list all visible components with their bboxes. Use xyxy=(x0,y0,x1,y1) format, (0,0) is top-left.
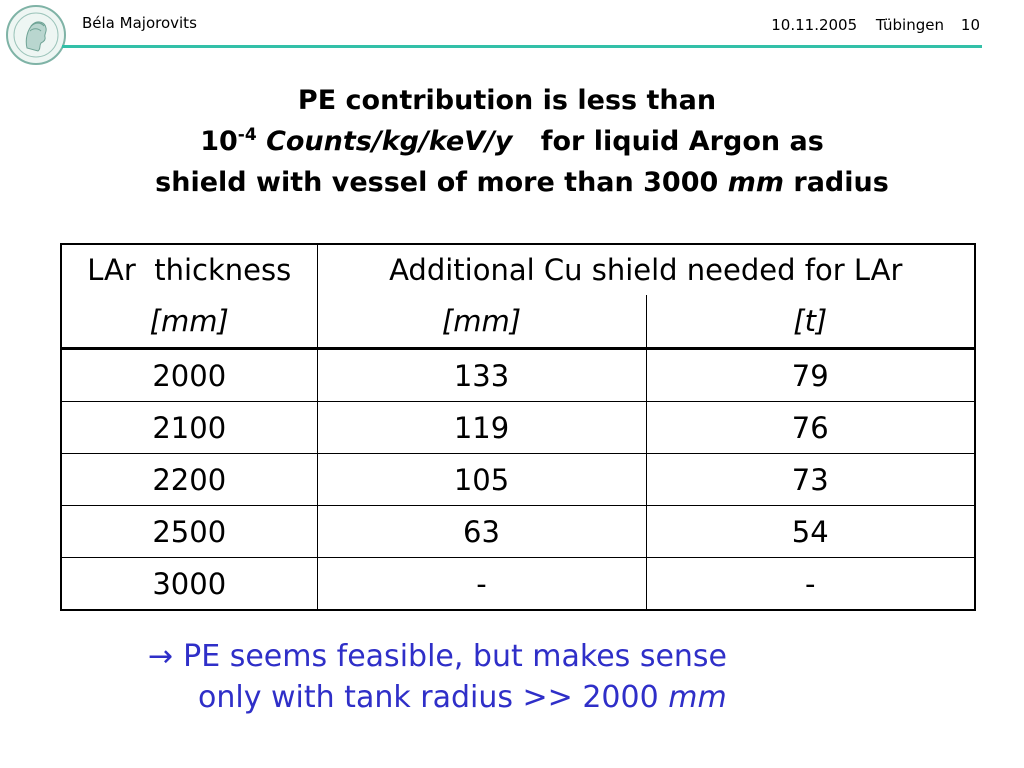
title-exponent: -4 xyxy=(237,125,257,145)
cell-cu-mm: 63 xyxy=(317,506,646,558)
table-units-row xyxy=(61,295,975,349)
header-meta xyxy=(757,16,944,34)
cell-cu-mm: 133 xyxy=(317,349,646,402)
conclusion-unit: mm xyxy=(668,680,727,715)
unit-cu-t: [t] xyxy=(793,304,828,338)
conclusion-text xyxy=(148,636,727,718)
cell-cu-t: 76 xyxy=(646,402,975,454)
title-line-3 xyxy=(20,162,1024,203)
title-line-3-pre: shield with vessel of more than 3000 xyxy=(155,167,719,198)
col-cu-shield-header: Additional Cu shield needed for LAr xyxy=(389,253,903,287)
cell-cu-t: - xyxy=(646,558,975,611)
author-name: Béla Majorovits xyxy=(82,14,197,32)
table-row xyxy=(61,558,975,611)
header-location: Tübingen xyxy=(875,16,944,34)
page-number: 10 xyxy=(960,16,980,34)
conclusion-line-1-text: PE seems feasible, but makes sense xyxy=(183,639,728,674)
unit-cu-mm: [mm] xyxy=(317,295,646,349)
table-row xyxy=(61,349,975,402)
cell-cu-mm: - xyxy=(317,558,646,611)
conclusion-line-2-text: only with tank radius >> 2000 xyxy=(198,680,659,715)
title-line-2-rest: for liquid Argon as xyxy=(540,126,824,157)
header-rule xyxy=(62,45,982,48)
header-date: 10.11.2005 xyxy=(771,16,858,34)
unit-lar-mm: [mm] xyxy=(61,295,317,349)
slide-title xyxy=(0,80,1024,203)
title-line-2 xyxy=(0,121,1024,162)
cell-cu-mm: 119 xyxy=(317,402,646,454)
table-header-row xyxy=(61,244,975,295)
table-row xyxy=(61,506,975,558)
institute-seal-icon xyxy=(5,4,67,66)
title-line-3-unit: mm xyxy=(727,167,784,198)
cell-lar: 3000 xyxy=(61,558,317,611)
table-row xyxy=(61,454,975,506)
title-base: 10 xyxy=(200,126,238,157)
table-row xyxy=(61,402,975,454)
title-line-1: PE contribution is less than xyxy=(297,85,717,116)
cell-cu-t: 79 xyxy=(791,358,829,393)
arrow-right-icon: → xyxy=(148,639,174,674)
title-line-3-post: radius xyxy=(793,167,889,198)
conclusion-line-2 xyxy=(148,677,727,718)
cell-lar: 2500 xyxy=(61,506,317,558)
cell-cu-t: 54 xyxy=(646,506,975,558)
cell-lar: 2200 xyxy=(61,454,317,506)
cell-cu-mm: 105 xyxy=(317,454,646,506)
conclusion-line-1 xyxy=(148,639,727,674)
col-lar-thickness-header: LAr thickness xyxy=(61,244,317,295)
title-units: Counts/kg/keV/y xyxy=(266,126,513,157)
shield-table xyxy=(60,243,976,611)
cell-lar: 2000 xyxy=(61,349,317,402)
cell-cu-t: 73 xyxy=(646,454,975,506)
cell-lar: 2100 xyxy=(61,402,317,454)
